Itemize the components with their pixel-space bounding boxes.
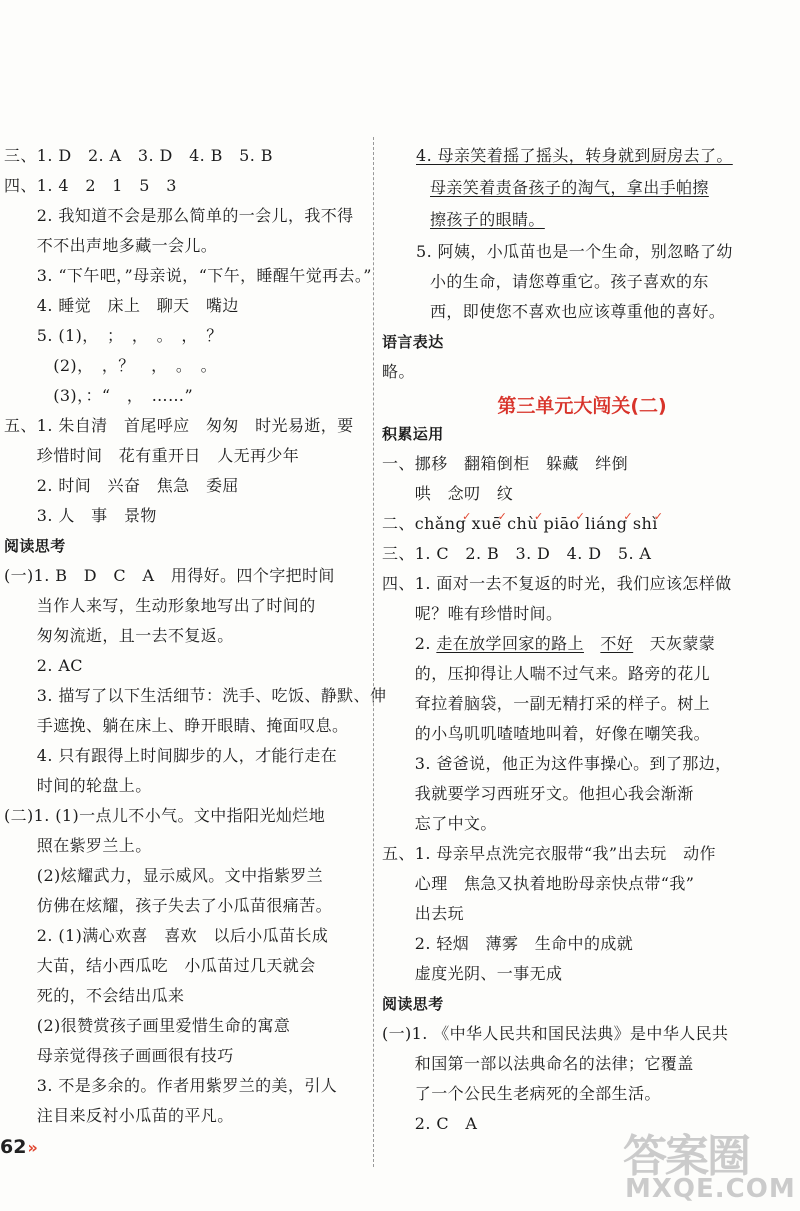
answer-line: 2. 时间 兴奋 焦急 委屈 [4, 476, 239, 495]
answer-line: 4. 只有跟得上时间脚步的人，才能行走在 [4, 746, 338, 765]
answer-text: 天灰蒙蒙 [633, 634, 716, 653]
answer-section-4: 四、1. 4 2 1 5 3 [4, 176, 177, 195]
answer-line: 和国第一部以法典命名的法律；它覆盖 [382, 1054, 694, 1073]
answer-line: 西，即使您不喜欢也应该尊重他的喜好。 [430, 302, 726, 321]
answer-line: 3. 不是多余的。作者用紫罗兰的美，引人 [4, 1076, 338, 1095]
answer-line: 珍惜时间 花有重开日 人无再少年 [4, 446, 300, 465]
answer-line: (2)炫耀武力，显示威风。文中指紫罗兰 [4, 866, 324, 885]
answer-line: 手遮挽、躺在床上、睁开眼睛、掩面叹息。 [4, 716, 349, 735]
watermark-url: MXQE.COM [625, 1174, 796, 1204]
column-divider [373, 137, 375, 1167]
section-heading-reading: 阅读思考 [382, 995, 444, 1013]
underlined-text: 4. 母亲笑着摇了摇头，转身就到厨房去了。 [416, 146, 733, 165]
answer-line: 当作人来写，生动形象地写出了时间的 [4, 596, 316, 615]
answer-line: 的，压抑得让人喘不过气来。路旁的花儿 [382, 664, 711, 683]
answer-line-underlined [430, 209, 545, 231]
answer-line: 2. (1)满心欢喜 喜欢 以后小瓜苗长成 [4, 926, 329, 945]
watermark-logo [615, 1120, 795, 1205]
answer-section-1: 一、挪移 翻箱倒柜 躲藏 绊倒 [382, 454, 629, 473]
answer-section-4: 四、1. 面对一去不复返的时光，我们应该怎样做 [382, 574, 732, 593]
answer-line: 死的，不会结出瓜来 [4, 986, 185, 1005]
underlined-text: 擦孩子的眼睛。 [430, 210, 545, 229]
answer-line: 母亲觉得孩子画画很有技巧 [4, 1046, 234, 1065]
answer-line: 仿佛在炫耀，孩子失去了小瓜苗很痛苦。 [4, 896, 333, 915]
double-arrow-icon: » [27, 1138, 38, 1157]
pinyin-item: xuē [471, 514, 502, 533]
section-heading-expression: 语言表达 [382, 333, 444, 351]
answer-line: (2)很赞赏孩子画里爱惜生命的寓意 [4, 1016, 291, 1035]
page-number [0, 1136, 38, 1158]
answer-line: 小的生命，请您尊重它。孩子喜欢的东 [430, 272, 709, 291]
page-number-text: 62 [0, 1136, 27, 1158]
answer-line: 我就要学习西班牙文。他担心我会渐渐 [382, 784, 694, 803]
pinyin-item: piāo [543, 514, 580, 533]
answer-line: (一)1. 《中华人民共和国民法典》是中华人民共 [382, 1024, 729, 1043]
answer-line: 2. 轻烟 薄雾 生命中的成就 [382, 934, 634, 953]
answer-line: 忘了中文。 [382, 814, 497, 833]
answer-line: 耷拉着脑袋，一副无精打采的样子。树上 [382, 694, 711, 713]
answer-line: 4. 睡觉 床上 聊天 嘴边 [4, 296, 239, 315]
answer-line: (3)，：“ ， ……” [4, 386, 194, 405]
answer-line-underlined [416, 145, 733, 167]
answer-line: 2. AC [4, 656, 83, 675]
answer-section-5: 五、1. 朱自清 首尾呼应 匆匆 时光易逝，要 [4, 416, 354, 435]
answer-line: 3. 爸爸说，他正为这件事操心。到了那边， [382, 754, 732, 773]
underlined-text: 不好 [600, 634, 634, 653]
answer-line-underlined [430, 177, 709, 199]
answer-line: 呢？唯有珍惜时间。 [382, 604, 563, 623]
answer-line: 出去玩 [382, 904, 465, 923]
answer-line: 时间的轮盘上。 [4, 776, 152, 795]
pinyin-item: chù [507, 514, 538, 533]
answer-section-5: 五、1. 母亲早点洗完衣服带“我”出去玩 动作 [382, 844, 716, 863]
pinyin-item: shì [632, 514, 658, 533]
answer-section-3: 三、1. D 2. A 3. D 4. B 5. B [4, 146, 273, 165]
item-number: 2. [382, 634, 437, 653]
answer-line: 3. 描写了以下生活细节：洗手、吃饭、静默、伸 [4, 686, 387, 705]
pinyin-item: liáng [585, 514, 628, 533]
underlined-text: 走在放学回家的路上 [436, 634, 584, 653]
answer-line: 注目来反衬小瓜苗的平凡。 [4, 1106, 234, 1125]
watermark-text: 答案圈 [623, 1131, 749, 1182]
answer-line: 3. 人 事 景物 [4, 506, 157, 525]
section-heading-reading: 阅读思考 [4, 537, 66, 555]
answer-line: 哄 念叨 纹 [382, 484, 514, 503]
answer-line [382, 633, 715, 655]
answer-line: 照在紫罗兰上。 [4, 836, 152, 855]
answer-line: 大苗，结小西瓜吃 小瓜苗过几天就会 [4, 956, 316, 975]
answer-line: 虚度光阴、一事无成 [382, 964, 563, 983]
answer-line: 3. “下午吧，”母亲说，“下午，睡醒午觉再去。” [4, 266, 372, 285]
answer-line: 匆匆流逝，且一去不复返。 [4, 626, 234, 645]
pinyin-answers: 二、chǎng✓ xuē✓ chù✓ piāo✓ liáng✓ shì✓ [382, 510, 664, 533]
answer-line: 5. (1)， ； ， 。 ， ？ [4, 326, 223, 345]
section-heading-accumulation: 积累运用 [382, 425, 444, 443]
answer-line: (2)， ，？ ， 。 。 [4, 356, 218, 375]
pinyin-item: 二、chǎng [382, 514, 467, 533]
answer-line: 心理 焦急又执着地盼母亲快点带“我” [382, 874, 695, 893]
answer-line: 了一个公民生老病死的全部生活。 [382, 1084, 661, 1103]
answer-line: (二)1. (1)一点儿不小气。文中指阳光灿烂地 [4, 806, 326, 825]
answer-line: 2. C A [382, 1114, 478, 1133]
unit-title: 第三单元大闯关(二) [497, 395, 667, 417]
answer-line: 不不出声地多藏一会儿。 [4, 236, 218, 255]
spacer-text [584, 634, 600, 653]
answer-line: 的小鸟叽叽喳喳地叫着，好像在嘲笑我。 [382, 724, 711, 743]
answer-line: (一)1. B D C A 用得好。四个字把时间 [4, 566, 335, 585]
answer-line: 略。 [382, 362, 415, 381]
underlined-text: 母亲笑着责备孩子的淘气，拿出手帕擦 [430, 178, 709, 197]
answer-section-3: 三、1. C 2. B 3. D 4. D 5. A [382, 544, 652, 563]
answer-line: 5. 阿姨，小瓜苗也是一个生命，别忽略了幼 [416, 242, 733, 261]
answer-line: 2. 我知道不会是那么简单的一会儿，我不得 [4, 206, 354, 225]
